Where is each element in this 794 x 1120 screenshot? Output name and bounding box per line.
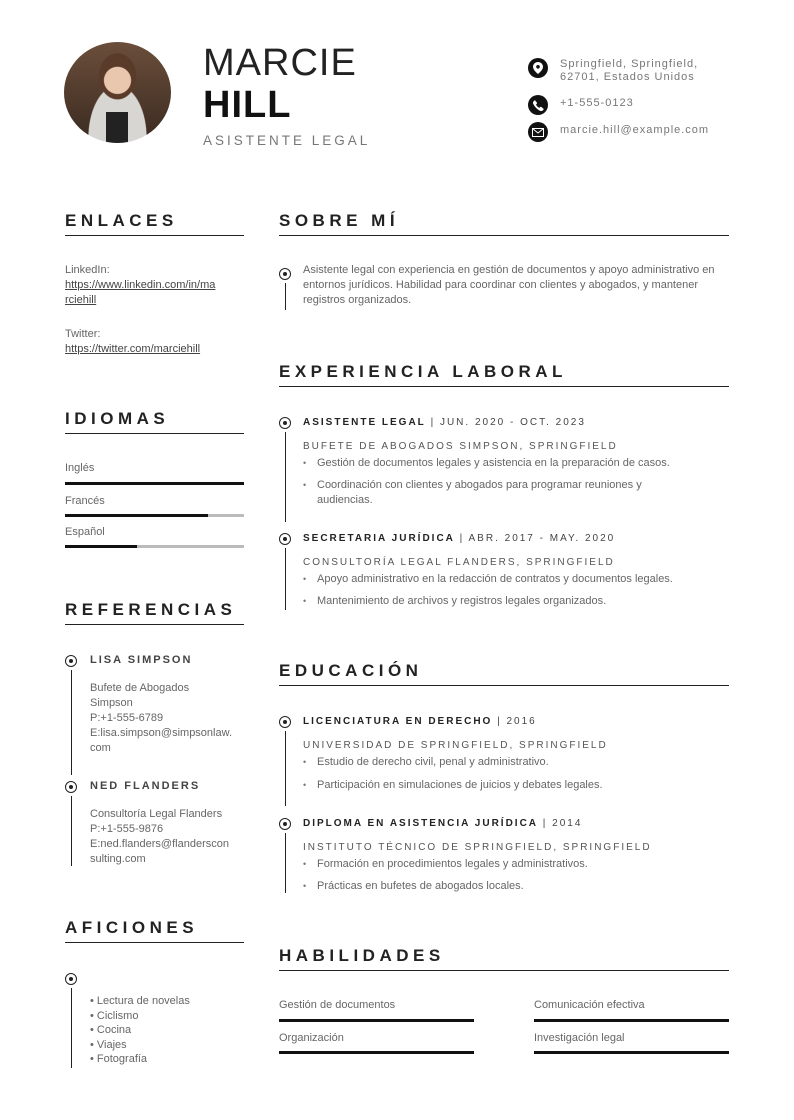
experience-divider (279, 386, 729, 387)
languages-divider (65, 433, 244, 434)
hobbies-list (90, 994, 190, 1067)
timeline-dot (279, 716, 291, 728)
hobbies-title: AFICIONES (65, 918, 199, 937)
languages-title: IDIOMAS (65, 409, 170, 428)
twitter-block (65, 327, 245, 357)
phone-icon (528, 95, 548, 115)
school-name: UNIVERSIDAD DE SPRINGFIELD, SPRINGFIELD (303, 740, 608, 751)
links-title: ENLACES (65, 211, 178, 230)
language-label: Español (65, 526, 105, 538)
skill-bar (279, 1019, 474, 1022)
language-level-bar (65, 482, 244, 485)
degree-heading: LICENCIATURA EN DERECHO | 2016 (303, 716, 537, 727)
timeline-dot (65, 973, 77, 985)
degree-heading: DIPLOMA EN ASISTENCIA JURÍDICA | 2014 (303, 818, 583, 829)
skill-label: Gestión de documentos (279, 999, 396, 1011)
experience-title: EXPERIENCIA LABORAL (279, 362, 567, 381)
skills-title: HABILIDADES (279, 946, 445, 965)
reference-name: LISA SIMPSON (90, 654, 193, 666)
school-name: INSTITUTO TÉCNICO DE SPRINGFIELD, SPRINGFIELD (303, 842, 652, 853)
profile-photo (64, 42, 171, 143)
list-item: • Mantenimiento de archivos y registros legales organizados. (303, 594, 723, 609)
timeline-line (71, 988, 72, 1068)
list-item: • Prácticas en bufetes de abogados locales. (303, 879, 723, 894)
last-name: HILL (203, 84, 292, 126)
timeline-line (285, 731, 286, 806)
list-item: • Estudio de derecho civil, penal y administrativo. (303, 755, 723, 770)
education-title: EDUCACIÓN (279, 661, 423, 680)
linkedin-label: LinkedIn: (65, 264, 110, 276)
language-level-bar (65, 514, 244, 517)
timeline-line (285, 833, 286, 893)
address-line-2: 62701, Estados Unidos (560, 71, 695, 83)
skills-divider (279, 970, 729, 971)
language-level-bar (65, 545, 244, 548)
first-name: MARCIE (203, 42, 357, 84)
list-item: • Gestión de documentos legales y asistencia en la preparación de casos. (303, 456, 723, 471)
timeline-line (71, 796, 72, 866)
linkedin-block (65, 263, 245, 308)
list-item: • Lectura de novelas (90, 995, 190, 1007)
job-heading: SECRETARIA JURÍDICA | ABR. 2017 - MAY. 2020 (303, 533, 616, 544)
timeline-line (285, 548, 286, 610)
contact-address (528, 58, 758, 84)
list-item: • Apoyo administrativo en la redacción de contratos y documentos legales. (303, 572, 723, 587)
email-address: marcie.hill@example.com (560, 124, 710, 136)
company-name: BUFETE DE ABOGADOS SIMPSON, SPRINGFIELD (303, 441, 618, 452)
list-item: • Formación en procedimientos legales y administrativos. (303, 857, 723, 872)
timeline-dot (279, 417, 291, 429)
skill-bar (279, 1051, 474, 1054)
job-title: ASISTENTE LEGAL (203, 133, 371, 148)
about-divider (279, 235, 729, 236)
timeline-line (285, 283, 286, 310)
skill-bar (534, 1051, 729, 1054)
timeline-line (285, 432, 286, 522)
language-label: Inglés (65, 462, 95, 474)
reference-name: NED FLANDERS (90, 780, 201, 792)
contact-phone (528, 95, 758, 115)
job-heading: ASISTENTE LEGAL | JUN. 2020 - OCT. 2023 (303, 417, 586, 428)
list-item: • Ciclismo (90, 1009, 139, 1022)
reference-details: Consultoría Legal Flanders P:+1-555-9876 E:ned.flanders@flanderscon sulting.com (90, 808, 229, 865)
phone-number: +1-555-0123 (560, 97, 634, 109)
references-title: REFERENCIAS (65, 600, 237, 619)
timeline-dot (279, 268, 291, 280)
list-item: • Coordinación con clientes y abogados para programar reuniones y audiencias. (303, 478, 693, 508)
references-divider (65, 624, 244, 625)
timeline-dot (65, 655, 77, 667)
timeline-line (71, 670, 72, 775)
address-line-1: Springfield, Springfield, (560, 58, 699, 70)
twitter-label: Twitter: (65, 328, 101, 340)
resume-header (0, 0, 794, 180)
reference-details: Bufete de Abogados Simpson P:+1-555-6789 E:lisa.simpson@simpsonlaw. com (90, 682, 232, 754)
list-item: • Cocina (90, 1024, 132, 1036)
about-title: SOBRE MÍ (279, 211, 400, 230)
list-item: • Viajes (90, 1038, 127, 1051)
links-divider (65, 235, 244, 236)
timeline-dot (279, 533, 291, 545)
list-item: • Participación en simulaciones de juicios y debates legales. (303, 778, 723, 793)
skill-label: Comunicación efectiva (534, 999, 645, 1011)
company-name: CONSULTORÍA LEGAL FLANDERS, SPRINGFIELD (303, 557, 615, 568)
hobbies-divider (65, 942, 244, 943)
list-item: • Fotografía (90, 1053, 148, 1065)
linkedin-link[interactable]: https://www.linkedin.com/in/ma rciehill (65, 279, 216, 306)
about-text: Asistente legal con experiencia en gestión de documentos y apoyo administrativo en entornos jurídicos. Habilidad para coordinar con clientes y abogados, y mantener registros organizados. (303, 264, 715, 306)
language-label: Francés (65, 495, 105, 507)
location-pin-icon (528, 58, 548, 78)
skill-label: Organización (279, 1032, 344, 1044)
education-divider (279, 685, 729, 686)
timeline-dot (279, 818, 291, 830)
envelope-icon (528, 122, 548, 142)
twitter-link[interactable]: https://twitter.com/marciehill (65, 343, 201, 355)
skill-bar (534, 1019, 729, 1022)
contact-email (528, 122, 758, 142)
timeline-dot (65, 781, 77, 793)
skill-label: Investigación legal (534, 1032, 625, 1044)
